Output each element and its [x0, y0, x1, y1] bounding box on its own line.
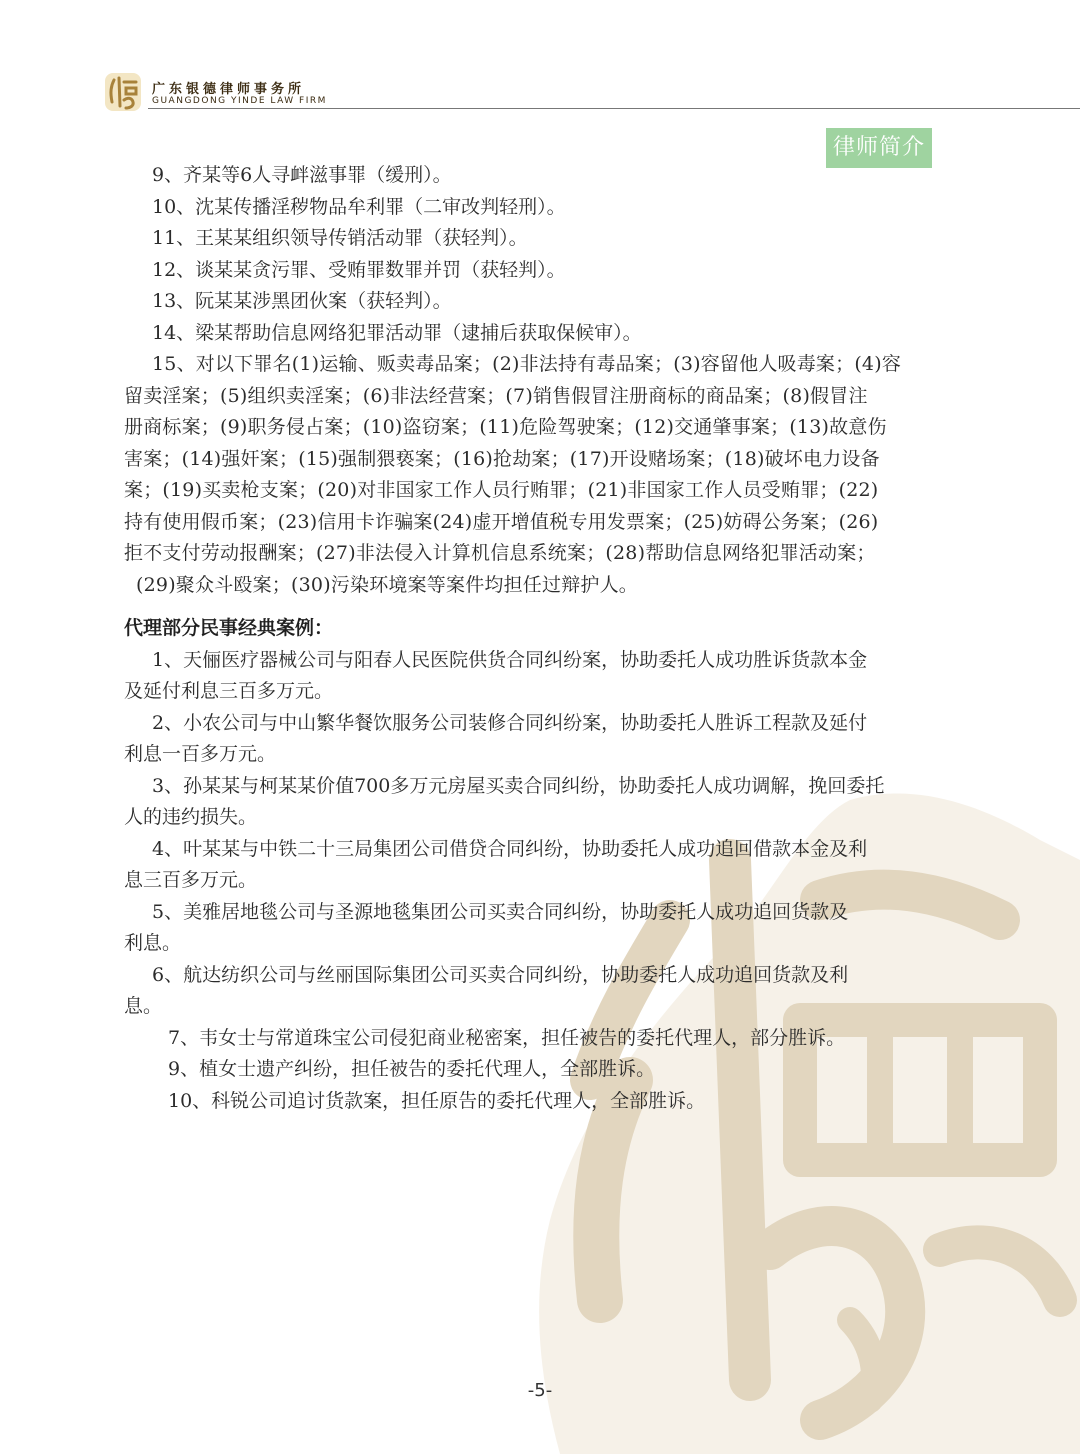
firm-seal-logo-icon — [104, 72, 142, 112]
criminal-case-list — [124, 160, 994, 349]
civil-case-list — [124, 645, 994, 1118]
case-line: 6、航达纺织公司与丝丽国际集团公司买卖合同纠纷，协助委托人成功追回货款及利 — [152, 963, 849, 986]
list-item — [124, 834, 994, 897]
case-line: 1、天俪医疗器械公司与阳春人民医院供货合同纠纷案，协助委托人成功胜诉货款本金 — [152, 648, 868, 671]
paragraph-line: 15、对以下罪名(1)运输、贩卖毒品案；(2)非法持有毒品案；(3)容留他人吸毒案；(4)容 — [152, 353, 902, 375]
list-item: 14、梁某帮助信息网络犯罪活动罪（逮捕后获取保候审）。 — [152, 321, 642, 344]
case-line: 7、韦女士与常道珠宝公司侵犯商业秘密案，担任被告的委托代理人，部分胜诉。 — [168, 1026, 846, 1049]
case-line: 4、叶某某与中铁二十三局集团公司借贷合同纠纷，协助委托人成功追回借款本金及利 — [152, 837, 868, 860]
paragraph-line: (29)聚众斗殴案；(30)污染环境案等案件均担任过辩护人。 — [136, 573, 639, 596]
case-line: 利息。 — [124, 932, 182, 954]
case-line: 9、植女士遗产纠纷，担任被告的委托代理人，全部胜诉。 — [168, 1058, 656, 1080]
case-line: 息。 — [124, 995, 163, 1017]
list-item — [124, 1023, 994, 1055]
case-line: 3、孙某某与柯某某价值700多万元房屋买卖合同纠纷，协助委托人成功调解，挽回委托 — [152, 774, 885, 797]
list-item — [124, 960, 994, 1023]
page-header — [0, 0, 1080, 120]
list-item — [124, 771, 994, 834]
section-badge: 律师简介 — [826, 128, 932, 168]
case-line: 息三百多万元。 — [124, 869, 258, 891]
case-line: 5、美雅居地毯公司与圣源地毯集团公司买卖合同纠纷，协助委托人成功追回货款及 — [152, 900, 849, 923]
paragraph-line: 册商标案；(9)职务侵占案；(10)盗窃案；(11)危险驾驶案；(12)交通肇事案；(13)故意伤 — [124, 416, 887, 438]
list-item: 10、沈某传播淫秽物品牟利罪（二审改判轻刑）。 — [152, 195, 566, 218]
case-line: 人的违约损失。 — [124, 806, 258, 828]
criminal-charges-paragraph — [124, 349, 994, 601]
list-item: 11、王某某组织领导传销活动罪（获轻判）。 — [152, 227, 528, 249]
firm-name-chinese: 广东银德律师事务所 — [152, 82, 306, 97]
main-content — [124, 160, 994, 1117]
case-line: 利息一百多万元。 — [124, 743, 277, 765]
list-item — [124, 897, 994, 960]
paragraph-line: 持有使用假币案；(23)信用卡诈骗案(24)虚开增值税专用发票案；(25)妨碍公务案；(26) — [124, 510, 879, 533]
list-item — [124, 708, 994, 771]
case-line: 10、科锐公司追讨货款案，担任原告的委托代理人，全部胜诉。 — [168, 1089, 706, 1112]
paragraph-line: 拒不支付劳动报酬案；(27)非法侵入计算机信息系统案；(28)帮助信息网络犯罪活动案； — [124, 542, 876, 564]
list-item — [124, 1086, 994, 1118]
list-item: 13、阮某某涉黑团伙案（获轻判）。 — [152, 290, 452, 312]
list-item — [124, 645, 994, 708]
paragraph-line: 留卖淫案；(5)组织卖淫案；(6)非法经营案；(7)销售假冒注册商标的商品案；(8)假冒注 — [124, 384, 868, 407]
page-number: -5- — [527, 1380, 553, 1401]
header-divider — [148, 108, 1080, 109]
list-item: 12、谈某某贪污罪、受贿罪数罪并罚（获轻判）。 — [152, 258, 566, 281]
paragraph-line: 案；(19)买卖枪支案；(20)对非国家工作人员行贿罪；(21)非国家工作人员受贿罪；(22) — [124, 479, 879, 501]
civil-cases-heading: 代理部分民事经典案例： — [124, 617, 334, 639]
paragraph-line: 害案；(14)强奸案；(15)强制猥亵案；(16)抢劫案；(17)开设赌场案；(18)破坏电力设备 — [124, 447, 880, 470]
list-item — [124, 1054, 994, 1086]
list-item: 9、齐某等6人寻衅滋事罪（缓刑）。 — [152, 164, 452, 186]
case-line: 及延付利息三百多万元。 — [124, 680, 334, 702]
firm-name-english: GUANGDONG YINDE LAW FIRM — [152, 96, 327, 106]
case-line: 2、小农公司与中山繁华餐饮服务公司装修合同纠纷案，协助委托人胜诉工程款及延付 — [152, 711, 868, 734]
